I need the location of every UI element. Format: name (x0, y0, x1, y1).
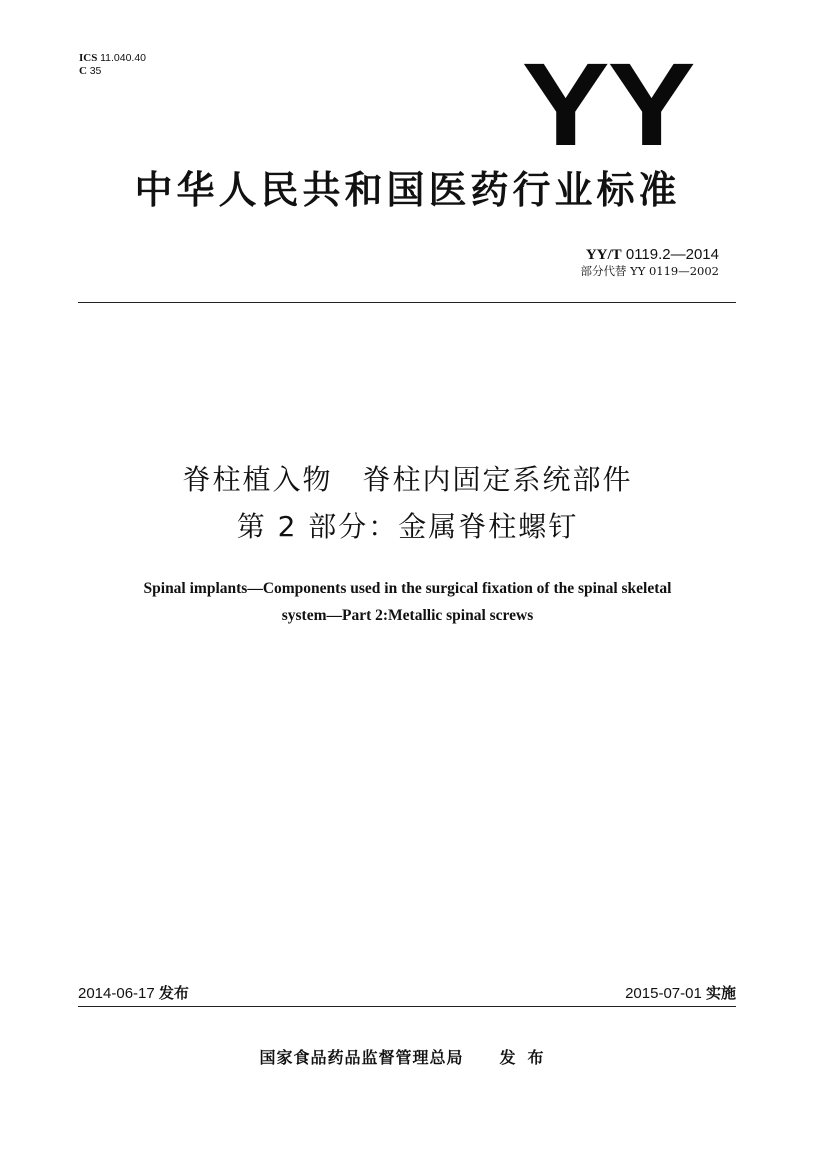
ics-code (79, 52, 146, 65)
replaces-note: 部分代替 YY 0119—2002 (580, 264, 719, 278)
implement-date: 2015-07-01 (625, 985, 702, 1002)
issuer-name: 国家食品药品监督管理总局 (259, 1048, 464, 1067)
implement-label: 实施 (705, 984, 736, 1002)
ics-label: ICS (79, 52, 98, 64)
standard-code: 0119.2—2014 (625, 246, 719, 263)
title-en-line1: Spinal implants—Components used in the surgical fixation of the spinal skeletal (143, 580, 672, 597)
title-zh-line2: 第 2 部分：金属脊柱螺钉 (236, 510, 579, 543)
title-en-line2: system—Part 2:Metallic spinal screws (281, 607, 534, 624)
title-zh-line1: 脊柱植入物 脊柱内固定系统部件 (182, 463, 633, 496)
issue-label: 发布 (158, 984, 189, 1002)
issue-date-block (78, 984, 189, 1003)
issuer-release-label: 发布 (499, 1048, 556, 1067)
ccs-label: C (79, 65, 87, 77)
standard-type-title: 中华人民共和国医药行业标准 (134, 168, 681, 212)
issuer-line (0, 1048, 815, 1068)
implement-date-block (625, 984, 736, 1003)
top-divider (78, 302, 736, 303)
standard-prefix: YY/T (585, 247, 622, 263)
ccs-number: 35 (89, 65, 102, 77)
bottom-divider (78, 1006, 736, 1007)
ccs-code (79, 65, 146, 78)
issue-date: 2014-06-17 (78, 985, 155, 1002)
yy-logo: YY (521, 39, 693, 171)
classification-codes (79, 52, 146, 78)
standard-number (586, 246, 719, 264)
ics-number: 11.040.40 (100, 52, 147, 64)
